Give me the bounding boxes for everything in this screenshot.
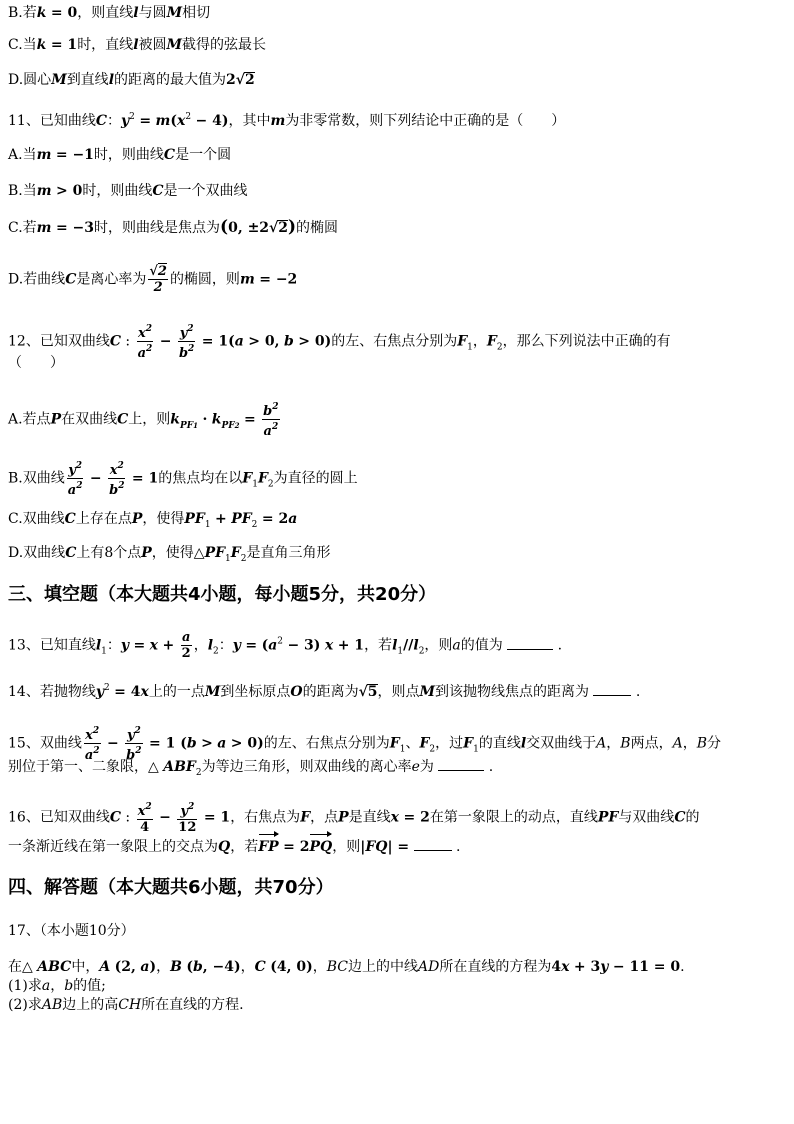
section-3-heading: 三、填空题（本大题共4小题，每小题5分，共20分） [8,584,437,605]
q17-part2: (2)求AB边上的高CH所在直线的方程. [8,997,244,1013]
q11-option-d: D.若曲线C是离心率为 $\frac{√2}{2}$ 的椭圆，则m = −2 [8,264,298,295]
q13: 13、已知直线$l_1$：y = x + $\frac{a}{2}$ ，$l_2$：$y = (a^2 - 3) x + 1$，若$l_1//l_2$，则a的值为 . [8,630,563,661]
q10-option-b: B.若k = 0，则直线l与圆M相切 [8,5,211,21]
q17-part1: (1)求a，b的值; [8,978,106,994]
q15-line1: 15、双曲线 $\frac{x^2}{a^2}$ − $\frac{y^2}{b^2}$ = 1 (b > a > 0)的左、右焦点分别为$F_1$、$F_2$，过$F_1$的直线l交双曲线于A，B两点，A，B分 [8,726,722,763]
q17-stem: 17、（本小题10分） [8,923,135,939]
q10-option-d: D.圆心M到直线l的距离的最大值为2√2 [8,72,255,88]
q15-line2: 别位于第一、二象限，△ $ABF_2$为等边三角形，则双曲线的离心率e为 . [8,759,494,778]
q10-option-c: C.当k = 1时，直线l被圆M截得的弦最长 [8,37,267,53]
q16-line1: 16、已知双曲线C : $\frac{x^2}{4}$ − $\frac{y^2}{12}$ = 1，右焦点为F，点P是直线x = 2在第一象限上的动点，直线PF与双曲线C的 [8,802,700,835]
q14: 14、若抛物线$y^2 = 4x$上的一点M到坐标原点O的距离为√5，则点M到该抛物线焦点的距离为 . [8,683,641,700]
q11-stem: 11、已知曲线C：$y^2 = m(x^2 - 4)$，其中m为非零常数，则下列结论中正确的是（ ） [8,112,566,129]
q12-option-d: D.双曲线C上有8个点P，使得$\triangle PF_1F_2$是直角三角形 [8,545,331,564]
q12-paren: （ ） [8,355,64,371]
q17-body: 在△ ABC中，A (2, a)，B (b, −4)，C (4, 0)，BC边上的中线AD所在直线的方程为4x + 3y − 11 = 0. [8,959,685,975]
q16-line2: 一条渐近线在第一象限上的交点为Q，若FP = 2PQ，则|FQ| = . [8,836,461,858]
q11-option-a: A.当m = −1时，则曲线C是一个圆 [8,147,232,163]
q12-option-c: C.双曲线C上存在点P，使得$PF_1 + PF_2 = 2a$ [8,511,298,530]
q12-option-b: B.双曲线 $\frac{y^2}{a^2}$ − $\frac{x^2}{b^2}$ = 1的焦点均在以$F_1F_2$为直径的圆上 [8,461,358,498]
q11-option-c: C.若m = −3时，则曲线是焦点为(0, ±2√2)的椭圆 [8,217,339,237]
q12-option-a: A.若点P在双曲线C上，则$k_{PF1} \cdot k_{PF2}$ = $\frac{b^2}{a^2}$ [8,402,279,439]
q11-option-b: B.当m > 0时，则曲线C是一个双曲线 [8,183,248,199]
section-4-heading: 四、解答题（本大题共6小题，共70分） [8,877,334,898]
q12-stem: 12、已知双曲线C : $\frac{x^2}{a^2}$ − $\frac{y^2}{b^2}$ = 1(a > 0, b > 0)的左、右焦点分别为$F_1$，$F_2$，那么下列说法中正确的有 [8,324,671,361]
